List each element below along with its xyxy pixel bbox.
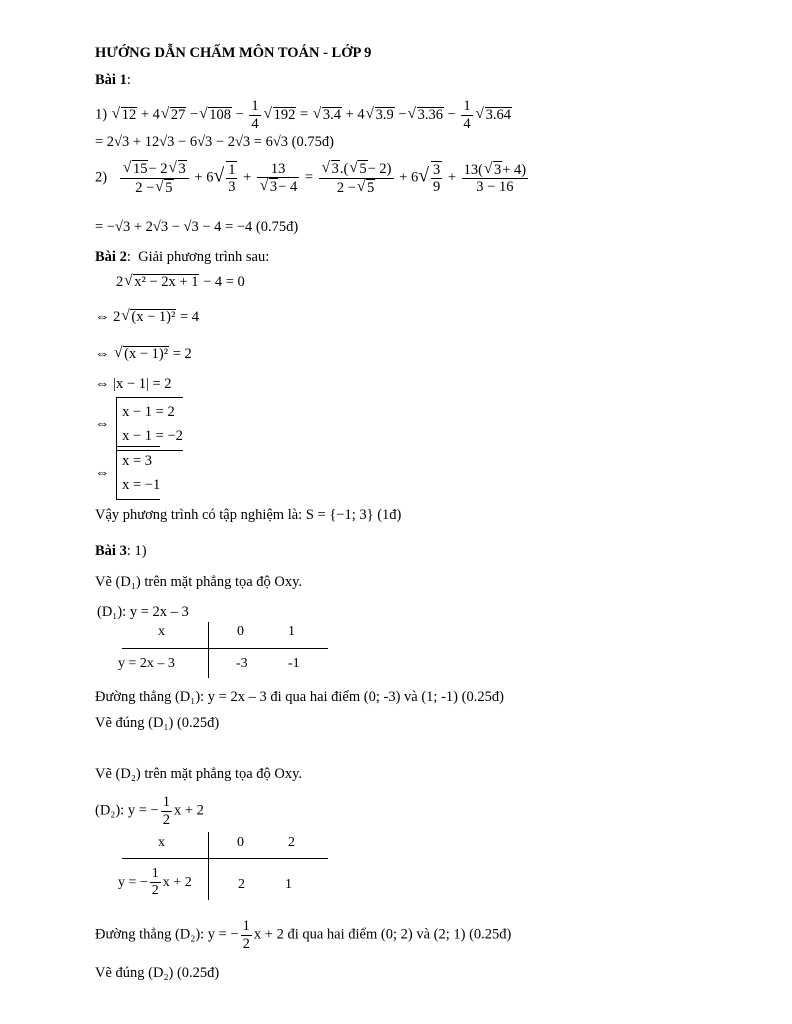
sqrt-term: √ 27 bbox=[161, 107, 187, 123]
fraction: $\frac{1}{3}$ bbox=[228, 161, 236, 196]
table-divider bbox=[208, 622, 209, 678]
bai2-label: Bài 2 bbox=[95, 249, 127, 265]
bai2-system2: ⇔ x = 3 x = −1 bbox=[95, 446, 160, 500]
sqrt-term: √ 3.4 bbox=[313, 107, 342, 123]
d2-line-desc: Đường thẳng (D₂): y = − $\frac{1}{2}$ x + 2 đi qua hai điểm (0; 2) và (2; 1) (0.25đ) bbox=[95, 918, 512, 952]
fraction: √ $\frac{15- 2√ 3}{2 -√ 5}$ bbox=[120, 160, 189, 196]
fraction: $\frac{1}{4}$ bbox=[251, 98, 259, 132]
d1-value-table bbox=[118, 622, 328, 678]
table-cell: -1 bbox=[288, 656, 300, 671]
table-cell: 1 bbox=[288, 624, 295, 639]
fraction: $\frac{1}{2}$ bbox=[242, 918, 250, 952]
table-cell: 2 bbox=[238, 877, 245, 892]
bai2-conclusion: Vậy phương trình có tập nghiệm là: S = {−1; 3} (1đ) bbox=[95, 507, 402, 523]
d1-intro: Vẽ (D₁) trên mặt phẳng tọa độ Oxy. bbox=[95, 574, 303, 590]
table-cell: 0 bbox=[237, 624, 244, 639]
bai1-label: Bài 1 bbox=[95, 72, 127, 88]
sqrt-term: √ 108 bbox=[199, 107, 232, 123]
table-cell: x bbox=[158, 624, 165, 639]
d2-intro: Vẽ (D₂) trên mặt phẳng tọa độ Oxy. bbox=[95, 766, 303, 782]
bai2-eq1: ⇔ 2√ (x − 1)² = 4 bbox=[95, 309, 199, 325]
sqrt-term: √ 3.36 bbox=[408, 107, 444, 123]
table-cell: 0 bbox=[237, 835, 244, 850]
bracket-system: x − 1 = 2 x − 1 = −2 bbox=[116, 397, 183, 451]
bai1-l3-prefix: 2) bbox=[95, 169, 108, 186]
table-cell: 2 bbox=[288, 835, 295, 850]
bai2-system1: ⇔ x − 1 = 2 x − 1 = −2 bbox=[95, 397, 183, 451]
table-divider bbox=[122, 648, 328, 649]
d2-value-table bbox=[118, 832, 328, 900]
sqrt-term: √ 3.64 bbox=[476, 107, 512, 123]
bai3-label: Bài 3 bbox=[95, 543, 127, 559]
page-title: HƯỚNG DẪN CHẤM MÔN TOÁN - LỚP 9 bbox=[95, 45, 372, 61]
bai1-line4: = −√3 + 2√3 − √3 − 4 = −4 (0.75đ) bbox=[95, 219, 299, 235]
bai1-l1-prefix: 1) bbox=[95, 106, 108, 123]
d2-draw-score: Vẽ đúng (D₂) (0.25đ) bbox=[95, 965, 220, 981]
table-cell: y = 2x – 3 bbox=[118, 656, 175, 671]
fraction: $\frac{13(√ 3+ 4)}{3 - 16}$ bbox=[462, 161, 528, 196]
sqrt-term: √ 12 bbox=[112, 107, 138, 123]
fraction: √ $\frac{3.(√ 5- 2)}{2 -√ 5}$ bbox=[319, 160, 394, 196]
d2-equation: (D₂): y = − $\frac{1}{2}$ x + 2 bbox=[95, 794, 204, 828]
fraction: $\frac{3}{9}$ bbox=[432, 161, 441, 196]
table-cell: y = − $\frac{1}{2}$ x + 2 bbox=[118, 866, 192, 899]
fraction: 13 √ 3− 4 bbox=[257, 161, 299, 196]
d1-draw-score: Vẽ đúng (D₁) (0.25đ) bbox=[95, 715, 220, 731]
d1-equation: (D₁): y = 2x – 3 bbox=[97, 604, 189, 620]
bracket-system: x = 3 x = −1 bbox=[116, 446, 160, 500]
bai2-eq3: ⇔ |x − 1| = 2 bbox=[95, 376, 172, 392]
sqrt-term: √ 192 bbox=[264, 107, 297, 123]
bai1-line1: 1) √ 12 + 4√ 27 −√ 108 − $\frac{1}{4}$ √ 192 = √ 3.4 + 4√ 3.9 −√ 3.36 − $\frac{1}{4}$ √ 3.64 bbox=[95, 98, 512, 132]
fraction: $\frac{1}{2}$ bbox=[162, 794, 170, 828]
bai2-eq0: 2√ x² − 2x + 1 − 4 = 0 bbox=[116, 274, 245, 290]
table-cell: -3 bbox=[236, 656, 248, 671]
sqrt-term: √ x² − 2x + 1 bbox=[124, 274, 199, 290]
table-cell: x bbox=[158, 835, 165, 850]
sqrt-term: √ (x − 1)² bbox=[114, 346, 169, 362]
bai1-line3: 2) √ $\frac{15- 2√ 3}{2 -√ 5}$ + 6√ $\frac{1}{3}$ + 13 √ 3− 4 = √ $\frac{3.(√ 5- 2)}{2 -√ 5}$ + 6√ $\frac{3}{9}$ + $\frac{13(√ 3+ 4)}{3 - 16}$ bbox=[95, 160, 530, 196]
table-cell: 1 bbox=[285, 877, 292, 892]
sqrt-term: √ 3.9 bbox=[366, 107, 395, 123]
bai2-heading: Bài 2: Giải phương trình sau: bbox=[95, 249, 270, 265]
table-divider bbox=[122, 858, 328, 859]
bai1-line2: = 2√3 + 12√3 − 6√3 − 2√3 = 6√3 (0.75đ) bbox=[95, 134, 334, 150]
bai2-eq2: ⇔ √ (x − 1)² = 2 bbox=[95, 346, 192, 362]
bai2-intro: Giải phương trình sau: bbox=[138, 249, 270, 265]
bai3-heading: Bài 3: 1) bbox=[95, 543, 147, 559]
d1-line-desc: Đường thẳng (D₁): y = 2x – 3 đi qua hai điểm (0; -3) và (1; -1) (0.25đ) bbox=[95, 689, 504, 705]
table-divider bbox=[208, 832, 209, 900]
fraction: $\frac{1}{4}$ bbox=[463, 98, 471, 132]
sqrt-term: √ (x − 1)² bbox=[121, 309, 176, 325]
bai1-heading: Bài 1: bbox=[95, 72, 131, 88]
